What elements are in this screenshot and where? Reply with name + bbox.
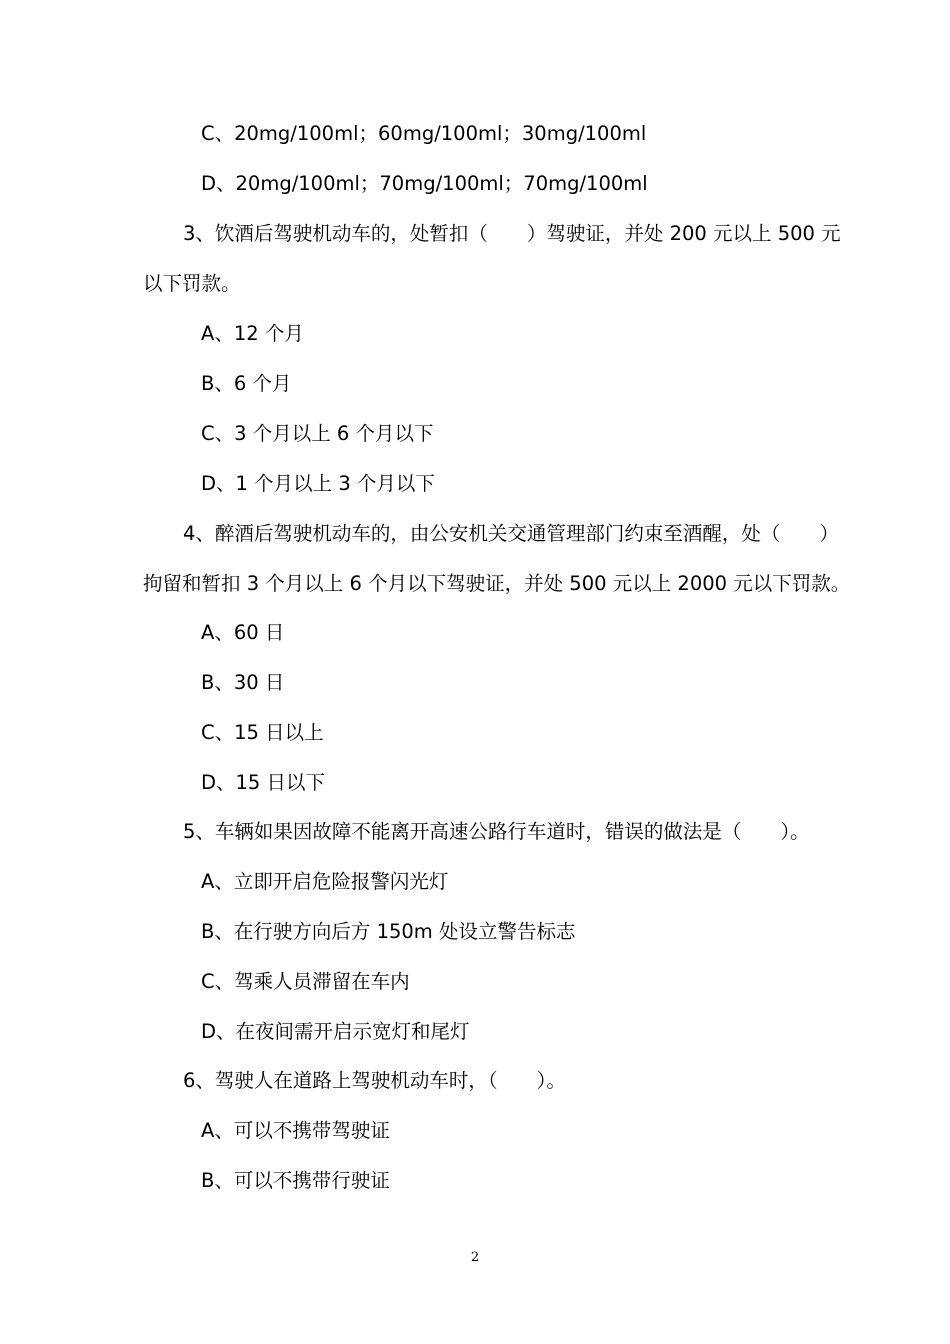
option-c-q2: C、20mg/100ml；60mg/100ml；30mg/100ml <box>201 122 647 145</box>
option-b-q5: B、在行驶方向后方 150m 处设立警告标志 <box>201 920 576 943</box>
option-d-q5: D、在夜间需开启示宽灯和尾灯 <box>201 1020 470 1043</box>
option-a-q6: A、可以不携带驾驶证 <box>201 1119 390 1142</box>
option-d-q3: D、1 个月以上 3 个月以下 <box>201 472 435 495</box>
option-d-q2: D、20mg/100ml；70mg/100ml；70mg/100ml <box>201 172 648 195</box>
question-6: 6、驾驶人在道路上驾驶机动车时，（ ）。 <box>183 1069 566 1092</box>
question-3: 3、饮酒后驾驶机动车的，处暂扣（ ）驾驶证，并处 200 元以上 500 元 <box>183 222 841 245</box>
option-c-q4: C、15 日以上 <box>201 721 324 744</box>
option-c-q5: C、驾乘人员滞留在车内 <box>201 970 410 993</box>
option-b-q4: B、30 日 <box>201 671 285 694</box>
question-4-continued: 拘留和暂扣 3 个月以上 6 个月以下驾驶证，并处 500 元以上 2000 元以下罚款。 <box>143 572 851 595</box>
option-a-q4: A、60 日 <box>201 621 285 644</box>
question-3-continued: 以下罚款。 <box>143 272 241 295</box>
option-b-q6: B、可以不携带行驶证 <box>201 1169 390 1192</box>
question-5: 5、车辆如果因故障不能离开高速公路行车道时，错误的做法是（ ）。 <box>183 820 810 843</box>
option-d-q4: D、15 日以下 <box>201 771 326 794</box>
option-b-q3: B、6 个月 <box>201 372 292 395</box>
page-number: 2 <box>470 1250 480 1265</box>
question-4: 4、醉酒后驾驶机动车的，由公安机关交通管理部门约束至酒醒，处（ ） <box>183 522 839 545</box>
option-a-q3: A、12 个月 <box>201 322 304 345</box>
option-a-q5: A、立即开启危险报警闪光灯 <box>201 870 449 893</box>
option-c-q3: C、3 个月以上 6 个月以下 <box>201 422 434 445</box>
